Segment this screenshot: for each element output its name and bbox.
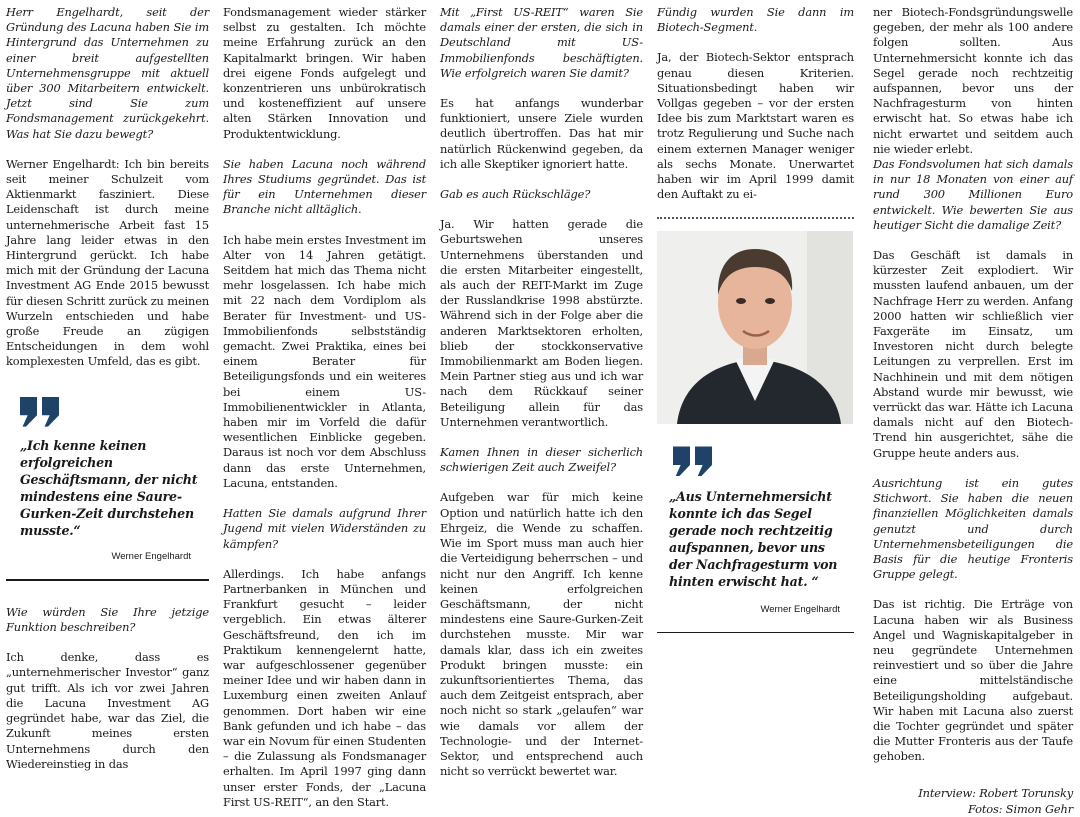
- answer: Es hat anfangs wunderbar funktioniert, unsere Ziele wurden deutlich übertroffen. Das hat mir natürlich Rückenwind gegeben, da ich alle Skeptiker ignoriert hatte.: [440, 96, 643, 171]
- column-2: [223, 5, 426, 810]
- divider: [6, 579, 209, 581]
- pull-quote-text: „Aus Unternehmersicht konnte ich das Segel gerade noch rechtzeitig aufspannen, bevor uns der Nachfragesturm von hinten erwischt hat. “: [669, 489, 838, 590]
- answer: ner Biotech-Fondsgründungswelle gegeben, der mehr als 100 andere folgen sollten. Aus Unternehmersicht konnte ich das Segel gerade noch rechtzeitig aufspannen, bevor uns der Nachfragesturm von hinten erwischt hat. So etwas habe ich nicht erwartet und seitdem auch nie wieder erlebt.: [873, 5, 1073, 156]
- portrait-image: [657, 231, 853, 424]
- question: Sie haben Lacuna noch während Ihres Studiums gegründet. Das ist für ein Unternehmen dieser Branche nicht alltäglich.: [223, 156, 426, 217]
- divider: [657, 632, 854, 633]
- answer: Fondsmanagement wieder stärker selbst zu gestalten. Ich möchte meine Erfahrung zurück an den Kapitalmarkt bringen. Wir haben drei eigene Fonds aufgelegt und konzentrieren uns unbürokratisch und kosteneffizient auf unsere alten Stärken Innovation und Produktentwicklung.: [223, 5, 426, 141]
- answer: Aufgeben war für mich keine Option und natürlich hatte ich den Ehrgeiz, die Wende zu schaffen. Wie im Sport muss man auch hier die Verteidigung beherrschen – und nicht nur den Angriff. Ich kenne keinen erfolgreichen Geschäftsmann, der nicht mindestens eine Saure-Gurken-Zeit durchstehen musste. Mir war damals klar, dass ich ein zweites Produkt bringen musste: ein zukunftsorientiertes Thema, das auch dem Zeitgeist entsprach, aber noch nicht so stark „gelaufen“ war wie damals vor allem der Technologie- und der Internet-Sektor, und entsprechend auch nicht so verrückt bewertet war.: [440, 490, 643, 779]
- answer: Das ist richtig. Die Erträge von Lacuna haben wir als Business Angel und Wagniskapitalgeber in neu gegründete Unternehmen reinvestiert und so über die Jahre eine mittelständische Beteiligungsholding aufgebaut. Wir haben mit Lacuna also zuerst die Tochter gegründet und später die Mutter Fronteris aus der Taufe gehoben.: [873, 597, 1073, 764]
- answer: Das Geschäft ist damals in kürzester Zeit explodiert. Wir mussten laufend anbauen, um der Nachfrage Herr zu werden. Anfang 2000 hatten wir schließlich vier Faxgeräte im Einsatz, um Investoren nicht durch belegte Leitungen zu verprellen. Erst im Nachhinein und mit dem nötigen Abstand wurde mir bewusst, wie verrückt das war. Hätte ich Lacuna damals nicht auf den Biotech-Trend hin ausgerichtet, sähe die Gruppe heute anders aus.: [873, 248, 1073, 460]
- portrait-photo: [657, 231, 853, 424]
- answer: Werner Engelhardt: Ich bin bereits seit meiner Schulzeit vom Aktienmarkt fasziniert. Diese Leidenschaft ist durch meine unternehmerische Arbeit fast 15 Jahre lang leider etwas in den Hintergrund gerückt. Ich habe mich mit der Gründung der Lacuna Investment AG Ende 2015 bewusst für diesen Schritt zurück zu meinen Wurzeln entschieden und habe große Freude an zügigen Entscheidungen in dem wohl komplexesten Umfeld, das es gibt.: [6, 156, 209, 369]
- question: Kamen Ihnen in dieser sicherlich schwierigen Zeit auch Zweifel?: [440, 445, 643, 475]
- credits: [873, 785, 1073, 817]
- column-3: [440, 5, 643, 779]
- divider: [657, 217, 854, 219]
- question: Ausrichtung ist ein gutes Stichwort. Sie haben die neuen finanziellen Möglichkeiten damals genutzt und durch Unternehmensbeteiligungen die Basis für die heutige Fronteris Gruppe gelegt.: [873, 475, 1073, 582]
- pull-quote-author: Werner Engelhardt: [760, 604, 840, 616]
- question: Gab es auch Rückschläge?: [440, 187, 591, 202]
- question: Herr Engelhardt, seit der Gründung des Lacuna haben Sie im Hintergrund das Unternehmen zu einer breit aufgestellten Unternehmensgruppe mit aktuell über 300 Mitarbeitern entwickelt. Jetzt sind Sie zum Fondsmanagement zurückgekehrt. Was hat Sie dazu bewegt?: [6, 5, 209, 141]
- answer: Allerdings. Ich habe anfangs Partnerbanken in München und Frankfurt gesucht – leider vergeblich. Ein etwas älterer Geschäftsfreund, den ich im Praktikum kennengelernt hatte, war aufgeschlossener gegenüber meiner Idee und wir haben dann in Luxemburg einen zweiten Anlauf genommen. Dort haben wir eine Bank gefunden und ich habe – das war ein Novum für einen Studenten – die Zulassung als Fondsmanager erhalten. Im April 1997 ging dann unser erster Fonds, der „Lacuna First US-REIT“, an den Start.: [223, 566, 426, 809]
- pull-quote-author: Werner Engelhardt: [111, 550, 191, 562]
- quote-mark-icon: [673, 446, 854, 476]
- question: Mit „First US-REIT“ waren Sie damals einer der ersten, die sich in Deutschland mit US-Immobilienfonds beschäftigten. Wie erfolgreich waren Sie damit?: [440, 5, 643, 80]
- question: Hatten Sie damals aufgrund Ihrer Jugend mit vielen Widerständen zu kämpfen?: [223, 506, 426, 551]
- answer: Ja. Wir hatten gerade die Geburtswehen unseres Unternehmens überstanden und die ersten Mitarbeiter eingestellt, als auch der REIT-Markt im Zuge der Russlandkrise 1998 abstürzte. Während sich in der Folge aber die anderen Marktsektoren erholten, blieb der stockkonservative Immobilienmarkt am Boden liegen. Mein Partner stieg aus und ich war nach dem Rückkauf seiner Beteiligung allein für das Unternehmen verantwortlich.: [440, 217, 643, 429]
- question: Das Fondsvolumen hat sich damals in nur 18 Monaten von einer auf rund 300 Millionen Euro entwickelt. Wie bewerten Sie aus heutiger Sicht die damalige Zeit?: [873, 157, 1073, 232]
- quote-mark-icon: [20, 397, 209, 427]
- question: Wie würden Sie Ihre jetzige Funktion beschreiben?: [6, 604, 209, 635]
- question: Fündig wurden Sie dann im Biotech-Segment.: [657, 5, 854, 35]
- answer: Ich habe mein erstes Investment im Alter von 14 Jahren getätigt. Seitdem hat mich das Thema nicht mehr losgelassen. Ich habe mich mit 22 nach dem Vordiplom als Berater für Investment- und US-Immobilienfonds selbstständig gemacht. Zwei Praktika, eines bei einem Berater für Beteiligungsfonds und ein weiteres bei einem US-Immobilienentwickler in Atlanta, haben mir im Vorfeld die dafür wesentlichen Einblicke gegeben. Daraus ist noch vor dem Abschluss dann das erste Unternehmen, Lacuna, entstanden.: [223, 232, 426, 490]
- answer: Ja, der Biotech-Sektor entsprach genau diesen Kriterien. Situationsbedingt haben wir Vollgas gegeben – vor der ersten Idee bis zum Marktstart waren es trotz Regulierung und Suche nach einem externen Manager weniger als sechs Monate. Unerwartet haben wir im April 1999 damit den Auftakt zu ei-: [657, 50, 854, 202]
- column-1: [6, 5, 209, 772]
- pull-quote-text: „Ich kenne keinen erfolgreichen Geschäftsmann, der nicht mindestens eine Saure-Gurken-Zeit durchstehen musste.“: [20, 437, 198, 538]
- interview-credit: Interview: Robert Torunsky: [918, 785, 1073, 800]
- photo-credit: Fotos: Simon Gehr: [967, 801, 1073, 816]
- column-4: [657, 5, 854, 633]
- column-5: [873, 5, 1073, 817]
- answer: Ich denke, dass es „unternehmerischer Investor“ ganz gut trifft. Als ich vor zwei Jahren die Lacuna Investment AG gegründet habe, war das Ziel, die Zukunft meines ersten Unternehmens durch den Wiedereinstieg in das: [6, 650, 209, 771]
- pull-quote: [657, 424, 854, 617]
- pull-quote: [6, 385, 209, 564]
